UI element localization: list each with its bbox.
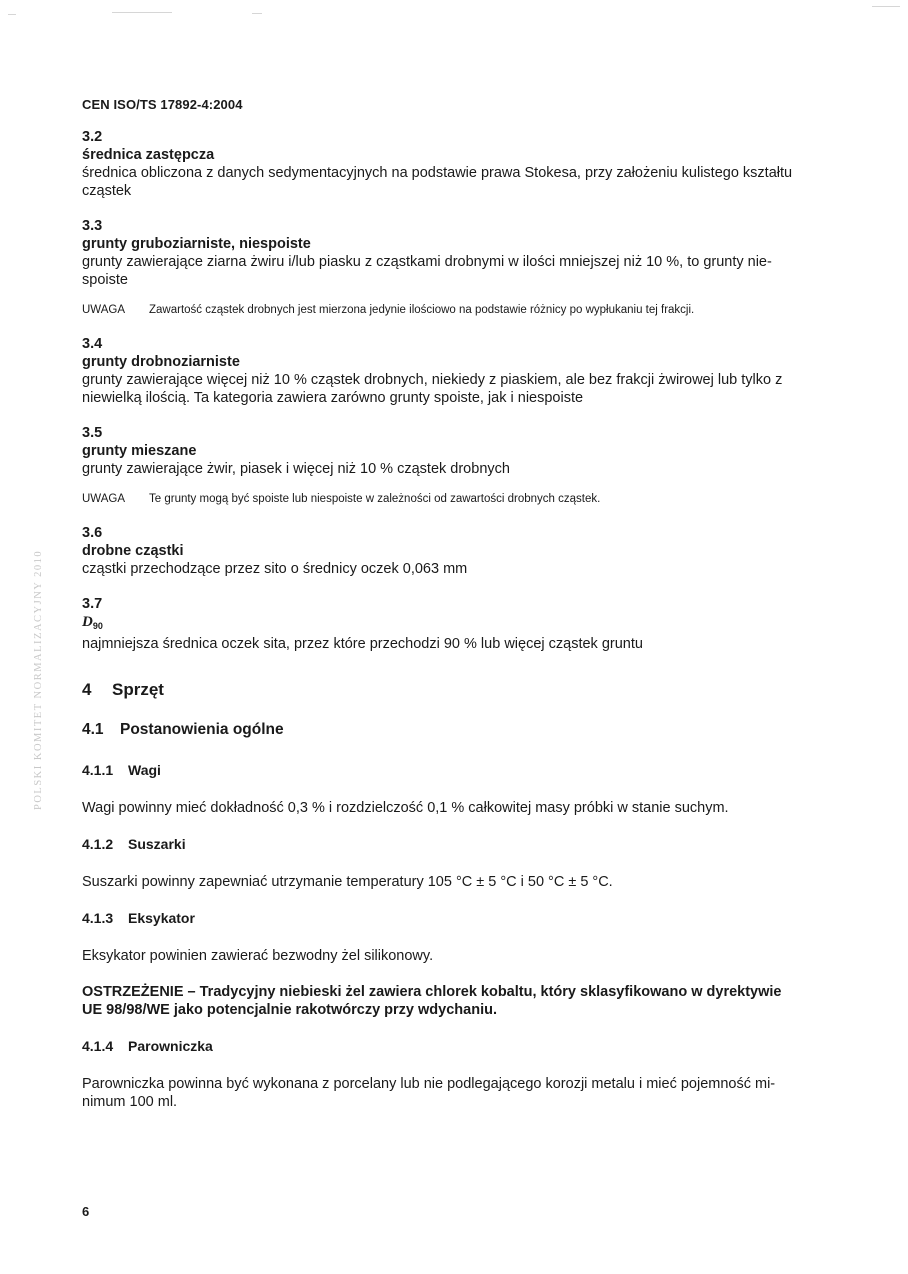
term-number: 3.5 [82,425,103,441]
page-number: 6 [82,1204,90,1219]
scan-artifact-top [8,14,16,15]
term-title: grunty mieszane [82,443,197,459]
term-title: drobne cząstki [82,543,184,559]
note-3-3 [82,302,797,318]
note-text: Zawartość cząstek drobnych jest mierzona jedynie ilościowo na podstawie różnicy po wypłukaniu tej frakcji. [149,304,695,316]
symbol-d90 [82,614,103,630]
term-3-4 [82,335,797,407]
section-number: 4.1.3 [82,910,114,926]
section-4-1-1-text: Wagi powinny mieć dokładność 0,3 % i rozdzielczość 0,1 % całkowitej masy próbki w stanie suchym. [82,800,729,816]
section-4-1-4-text: Parowniczka powinna być wykonana z porcelany lub nie podlegającego korozji metalu i mieć pojemność mi-nimum 100 ml. [82,1076,776,1110]
warning-text: OSTRZEŻENIE – Tradycyjny niebieski żel zawiera chlorek kobaltu, który sklasyfikowano w dyrektywie UE 98/98/WE jako potencjalnie rakotwórczy przy wdychaniu. [82,984,782,1018]
section-number: 4.1.4 [82,1038,114,1054]
term-number: 3.2 [82,129,103,145]
section-title: Suszarki [128,836,186,852]
term-number: 3.3 [82,218,103,234]
section-4-heading [82,681,797,699]
section-title: Parowniczka [128,1038,213,1054]
term-definition: najmniejsza średnica oczek sita, przez które przechodzi 90 % lub więcej cząstek gruntu [82,636,643,652]
term-symbol [82,613,797,635]
section-4-1-1-heading [82,761,797,779]
term-definition: średnica obliczona z danych sedymentacyjnych na podstawie prawa Stokesa, przy założeniu kulistego kształtu cząstek [82,165,793,199]
page-content [82,128,797,1129]
section-4-1-3-heading [82,909,797,927]
section-number: 4.1.2 [82,836,114,852]
term-title: grunty drobnoziarniste [82,354,240,370]
term-definition: grunty zawierające żwir, piasek i więcej niż 10 % cząstek drobnych [82,461,510,477]
note-3-5 [82,491,797,507]
section-4-1-2-heading [82,835,797,853]
section-4-1-4-heading [82,1037,797,1055]
term-number: 3.4 [82,336,103,352]
section-number: 4.1 [82,721,104,738]
section-title: Wagi [128,762,161,778]
term-title: średnica zastępcza [82,147,215,163]
section-4-1-3-text: Eksykator powinien zawierać bezwodny żel silikonowy. [82,948,434,964]
term-3-3 [82,217,797,289]
term-definition: grunty zawierające więcej niż 10 % cząstek drobnych, niekiedy z piaskiem, ale bez frakcji żwirowej lub tylko z niewielką ilością. Ta kategoria zawiera zarówno grunty spoiste, jak i niespoiste [82,372,783,406]
term-3-2 [82,128,797,200]
term-number: 3.6 [82,525,103,541]
document-id: CEN ISO/TS 17892-4:2004 [82,97,243,112]
note-text: Te grunty mogą być spoiste lub niespoiste w zależności od zawartości drobnych cząstek. [149,493,601,505]
term-3-6 [82,524,797,578]
symbol-subscript: 90 [92,621,103,631]
section-number: 4 [82,680,92,699]
watermark: POLSKI KOMITET NORMALIZACYJNY 2010 [33,549,44,810]
symbol-main: D [82,614,93,630]
term-title: grunty gruboziarniste, niespoiste [82,236,311,252]
scan-artifact-right [872,6,900,7]
section-title: Postanowienia ogólne [120,721,284,738]
section-number: 4.1.1 [82,762,114,778]
section-title: Sprzęt [112,680,164,699]
term-definition: cząstki przechodzące przez sito o średnicy oczek 0,063 mm [82,561,468,577]
section-4-1-heading [82,721,797,739]
note-label: UWAGA [82,304,126,316]
term-definition: grunty zawierające ziarna żwiru i/lub piasku z cząstkami drobnymi w ilości mniejszej niż 10 %, to grunty nie-spoiste [82,254,772,288]
term-3-5 [82,424,797,478]
section-4-1-2-text: Suszarki powinny zapewniać utrzymanie temperatury 105 °C ± 5 °C i 50 °C ± 5 °C. [82,874,613,890]
section-title: Eksykator [128,910,195,926]
scan-artifact-top [252,13,262,14]
scan-artifact-top [112,12,172,13]
term-3-7 [82,595,797,653]
note-label: UWAGA [82,493,126,505]
term-number: 3.7 [82,596,103,612]
